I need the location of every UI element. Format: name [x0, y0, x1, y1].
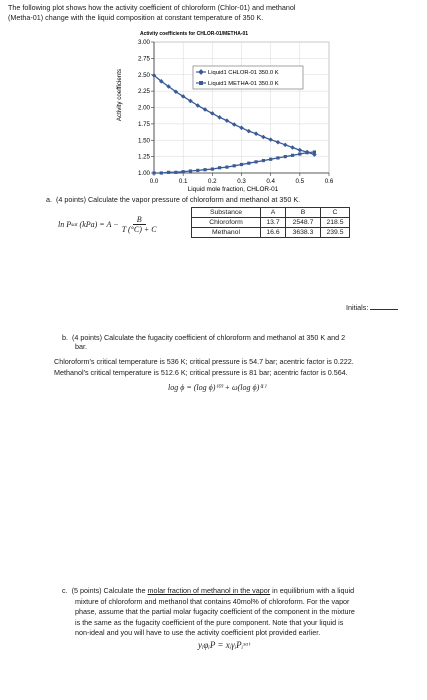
- part-b-question: [62, 333, 345, 351]
- metha-data-point: [218, 166, 221, 169]
- metha-data-point: [203, 168, 206, 171]
- intro-line-2: (Metha-01) change with the liquid composition at constant temperature of 350 K.: [8, 12, 264, 22]
- table-cell: 13.7: [261, 218, 286, 228]
- table-header: Substance: [192, 208, 261, 218]
- intro-line-1: The following plot shows how the activity coefficient of chloroform (Chlor-01) and methanol: [8, 3, 296, 12]
- chloroform-critical-data: Chloroform's critical temperature is 536 K; critical pressure is 54.7 bar; acentric factor is 0.222.: [54, 357, 354, 366]
- metha-data-point: [167, 171, 170, 174]
- metha-data-point: [276, 156, 279, 159]
- y-tick-label: 2.50: [137, 71, 150, 79]
- table-header-row: [192, 208, 350, 218]
- y-tick-label: 2.00: [137, 104, 150, 112]
- metha-data-point: [182, 170, 185, 173]
- x-tick-label: 0.6: [324, 178, 334, 185]
- eq-numerator: B: [133, 215, 146, 225]
- part-c-line-5: non-ideal and you will have to use the activity coefficient plot provided earlier.: [75, 628, 321, 638]
- part-b-data: [54, 357, 354, 378]
- initials-label: Initials:: [346, 303, 369, 312]
- legend-label-chlor: Liquid1 CHLOR-01 350.0 K: [208, 70, 279, 76]
- x-tick-label: 0.3: [237, 178, 246, 185]
- part-b-label: b.: [62, 333, 68, 342]
- table-header: C: [321, 208, 350, 218]
- y-tick-label: 1.75: [137, 120, 150, 128]
- part-c-question: [62, 586, 355, 639]
- table-cell: Chloroform: [192, 218, 261, 228]
- equilibrium-equation: yᵢφᵢP = xᵢγᵢPᵢˢᵃᵗ: [198, 640, 251, 650]
- table-row: [192, 218, 350, 228]
- part-c-line-2: mixture of chloroform and methanol that contains 40mol% of chloroform. For the vapor: [75, 596, 350, 606]
- metha-data-point: [291, 154, 294, 157]
- x-axis-label: Liquid mole fraction, CHLOR-01: [187, 186, 279, 193]
- fugacity-equation: log ϕ = (log ϕ)⁽⁰⁾ + ω(log ϕ)⁽¹⁾: [168, 383, 266, 392]
- metha-data-point: [269, 158, 272, 161]
- eq-mid: (kPa) = A −: [79, 220, 119, 229]
- table-header: B: [286, 208, 321, 218]
- metha-data-point: [240, 163, 243, 166]
- y-tick-label: 3.00: [137, 39, 150, 46]
- eq-sup: sat: [71, 221, 78, 228]
- initials-line[interactable]: [370, 309, 398, 310]
- metha-data-point: [306, 151, 309, 154]
- x-tick-label: 0.2: [208, 178, 217, 185]
- y-tick-label: 1.00: [137, 170, 150, 177]
- x-tick-label: 0.0: [149, 178, 159, 185]
- methanol-critical-data: Methanol's critical temperature is 512.6 K; critical pressure is 81 bar; acentric factor is 0.564.: [54, 367, 348, 377]
- metha-data-point: [189, 169, 192, 172]
- metha-data-point: [284, 155, 287, 158]
- table-cell: 218.5: [321, 218, 350, 228]
- part-a-question: [46, 195, 300, 204]
- y-axis-label: Activity coefficients: [116, 68, 123, 122]
- antoine-table: [191, 207, 350, 238]
- table-header: A: [261, 208, 286, 218]
- table-cell: 3638.3: [286, 228, 321, 238]
- metha-data-point: [298, 152, 301, 155]
- part-b-line-1: (4 points) Calculate the fugacity coefficient of chloroform and methanol at 350 K and 2: [72, 333, 346, 342]
- metha-data-point: [313, 150, 316, 153]
- metha-data-point: [233, 164, 236, 167]
- part-c-line-3: phase, assume that the partial molar fugacity coefficient of the component in the mixture: [75, 607, 355, 617]
- part-b-line-2: bar.: [75, 342, 87, 351]
- metha-data-point: [174, 171, 177, 174]
- x-tick-label: 0.5: [295, 178, 305, 185]
- y-tick-label: 2.25: [137, 88, 150, 96]
- eq-denominator: T (°C) + C: [121, 225, 157, 234]
- table-cell: 239.5: [321, 228, 350, 238]
- part-a-text: (4 points) Calculate the vapor pressure of chloroform and methanol at 350 K.: [56, 195, 301, 204]
- y-tick-label: 1.25: [137, 153, 150, 161]
- part-c-line-1b: in equilibrium with a liquid: [270, 586, 355, 595]
- chart-legend: [193, 66, 303, 89]
- part-c-label: c.: [62, 586, 68, 595]
- legend-label-metha: Liquid1 METHA-01 350.0 K: [208, 81, 279, 87]
- x-tick-label: 0.4: [266, 178, 275, 185]
- metha-data-point: [196, 169, 199, 172]
- metha-data-point: [254, 160, 257, 163]
- metha-data-point: [225, 166, 228, 169]
- metha-data-point: [262, 159, 265, 162]
- table-row: [192, 228, 350, 238]
- table-cell: 2548.7: [286, 218, 321, 228]
- eq-fraction: [122, 215, 157, 234]
- activity-coefficient-chart: [0, 0, 427, 200]
- chart-title: Activity coefficients for CHLOR-01/METHA-01: [139, 31, 249, 37]
- part-c-line-1-underlined: molar fraction of methanol in the vapor: [147, 586, 271, 595]
- antoine-equation: [58, 215, 157, 234]
- metha-data-point: [211, 167, 214, 170]
- initials-field[interactable]: [346, 303, 398, 312]
- metha-data-point: [247, 162, 250, 165]
- metha-data-point: [152, 171, 155, 174]
- part-c-line-1a: (5 points) Calculate the: [71, 586, 148, 595]
- part-a-label: a.: [46, 195, 52, 204]
- part-c-line-4: is the same as the fugacity coefficient of the pure component. Note that your liquid is: [75, 617, 344, 627]
- metha-data-point: [160, 171, 163, 174]
- y-tick-label: 2.75: [137, 55, 150, 63]
- legend-marker-metha: [199, 81, 203, 85]
- table-cell: Methanol: [192, 228, 261, 238]
- y-tick-label: 1.50: [137, 137, 150, 145]
- eq-lhs: ln P: [58, 220, 72, 229]
- table-cell: 16.6: [261, 228, 286, 238]
- x-tick-label: 0.1: [178, 178, 188, 185]
